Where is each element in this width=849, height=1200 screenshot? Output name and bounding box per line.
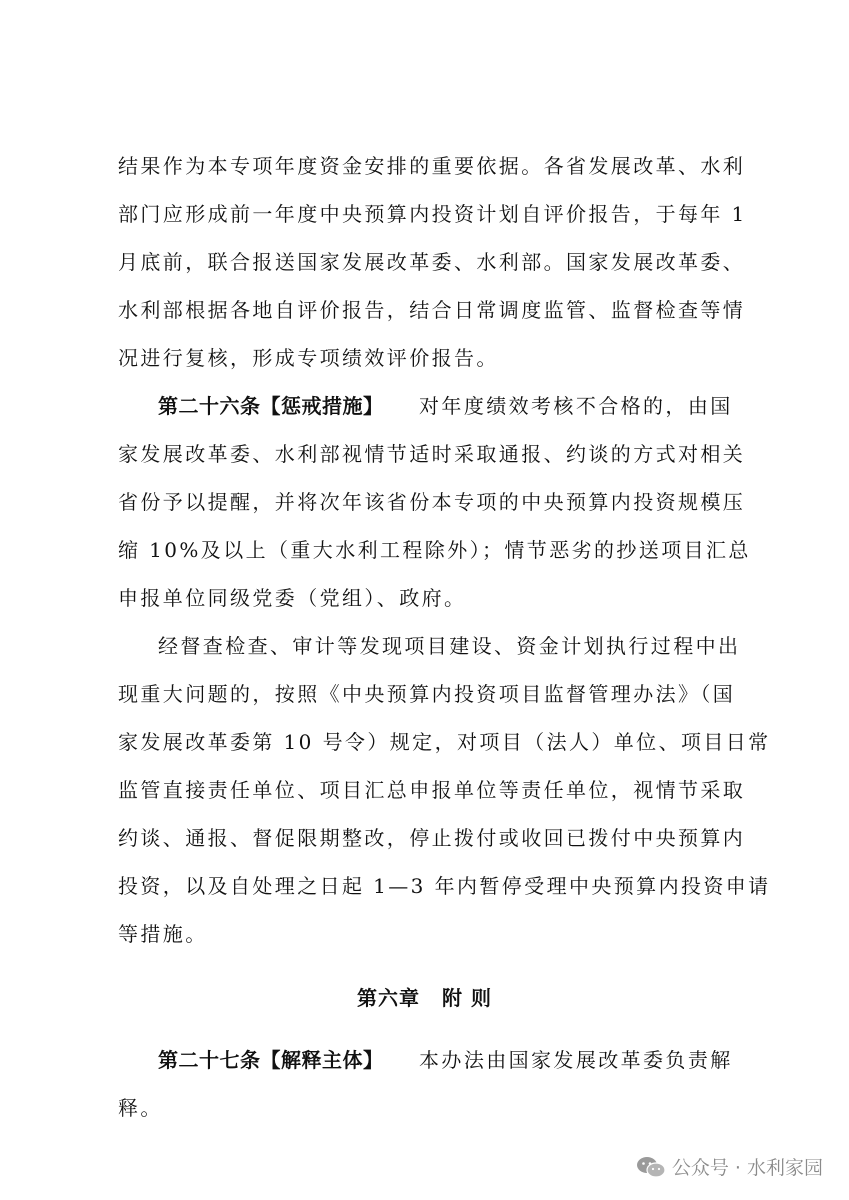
chapter-heading bbox=[0, 984, 849, 1012]
paragraph-line: 部门应形成前一年度中央预算内投资计划自评价报告，于每年 1 bbox=[118, 202, 747, 226]
paragraph-line: 申报单位同级党委（党组）、政府。 bbox=[118, 586, 467, 610]
article-27-first-text: 本办法由国家发展改革委负责解 bbox=[419, 1048, 733, 1072]
paragraph-line: 省份予以提醒，并将次年该省份本专项的中央预算内投资规模压 bbox=[118, 490, 746, 514]
paragraph-line: 等措施。 bbox=[118, 922, 208, 946]
paragraph-line: 月底前，联合报送国家发展改革委、水利部。国家发展改革委、 bbox=[118, 250, 746, 274]
paragraph-line: 释。 bbox=[118, 1096, 163, 1120]
paragraph-line: 况进行复核，形成专项绩效评价报告。 bbox=[118, 346, 499, 370]
article-26-heading: 第二十六条【惩戒措施】 bbox=[158, 394, 384, 418]
paragraph-line: 投资，以及自处理之日起 1—3 年内暂停受理中央预算内投资申请 bbox=[118, 874, 771, 898]
paragraph-line: 家发展改革委第 10 号令）规定，对项目（法人）单位、项目日常 bbox=[118, 730, 771, 754]
wechat-icon bbox=[636, 1156, 666, 1178]
paragraph-line: 家发展改革委、水利部视情节适时采取通报、约谈的方式对相关 bbox=[118, 442, 746, 466]
paragraph-line: 现重大问题的，按照《中央预算内投资项目监督管理办法》（国 bbox=[118, 682, 736, 706]
article-27-heading: 第二十七条【解释主体】 bbox=[158, 1048, 384, 1072]
chapter-number: 第六章 bbox=[357, 986, 421, 1010]
paragraph-line: 缩 10%及以上（重大水利工程除外）；情节恶劣的抄送项目汇总 bbox=[118, 538, 751, 562]
article-27-first-line bbox=[158, 1046, 733, 1074]
paragraph-line: 约谈、通报、督促限期整改，停止拨付或收回已拨付中央预算内 bbox=[118, 826, 746, 850]
paragraph-line: 水利部根据各地自评价报告，结合日常调度监管、监督检查等情 bbox=[118, 298, 746, 322]
article-26-first-text: 对年度绩效考核不合格的，由国 bbox=[419, 394, 733, 418]
article-26-first-line bbox=[158, 392, 733, 420]
paragraph-line: 结果作为本专项年度资金安排的重要依据。各省发展改革、水利 bbox=[118, 154, 746, 178]
watermark bbox=[636, 1153, 823, 1180]
paragraph-line: 经督查检查、审计等发现项目建设、资金计划执行过程中出 bbox=[158, 634, 741, 658]
chapter-title: 附 则 bbox=[442, 986, 492, 1010]
paragraph-line: 监管直接责任单位、项目汇总申报单位等责任单位，视情节采取 bbox=[118, 778, 746, 802]
watermark-text: 公众号 · 水利家园 bbox=[671, 1157, 823, 1179]
